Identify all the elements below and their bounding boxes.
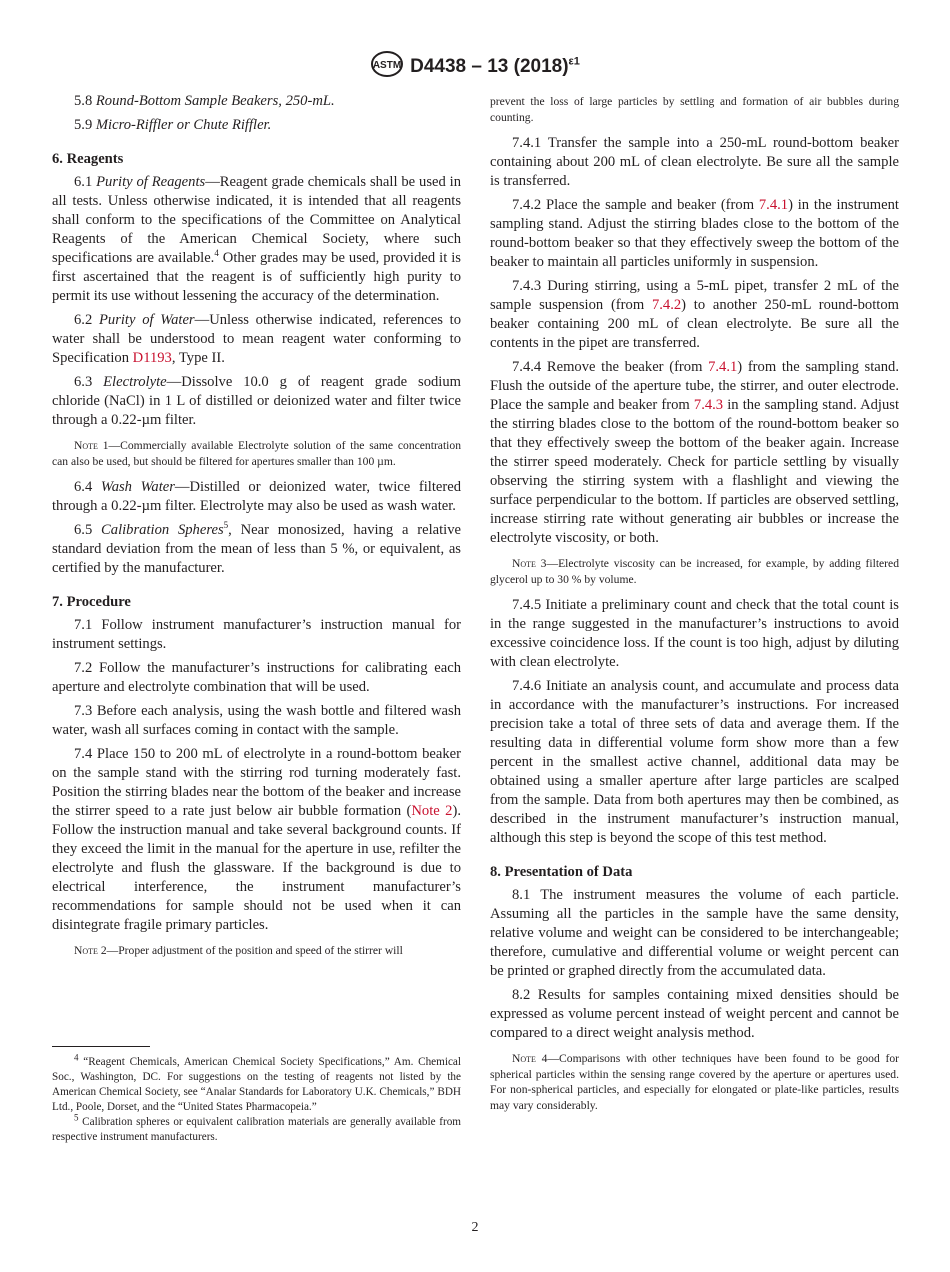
paragraph [490,677,899,848]
text: 6.4 [74,479,101,495]
text: 7.4.4 Remove the beaker (from [512,359,709,375]
text: 7. Procedure [52,594,131,610]
text: 7.1 Follow instrument manufacturer’s instruction manual for instrument settings. [52,617,461,652]
cross-reference-link[interactable]: 7.4.3 [693,397,724,413]
paragraph [52,173,461,306]
text: 6.5 [74,522,102,538]
cross-reference-link[interactable]: Note 2 [411,803,453,819]
section-heading [490,863,899,882]
astm-logo [370,50,404,84]
paragraph [490,986,899,1043]
note-label: Note 1 [74,439,109,452]
footnote-ref: 4 [74,1052,79,1063]
footnote-ref: 5 [223,520,229,531]
paragraph [52,311,461,368]
text: 6.2 [74,312,99,328]
page-header [0,50,950,84]
text: 7.3 Before each analysis, using the wash bottle and filtered wash water, wash all surfaces coming in contact with the sample. [52,703,461,738]
document-designation: D4438 – 13 (2018) [410,56,569,78]
paragraph [52,373,461,430]
paragraph [52,478,461,516]
paragraph [52,616,461,654]
paragraph [490,277,899,353]
cross-reference-link[interactable]: D1193 [132,350,172,366]
text: ) in the instrument sampling stand. Adjust the stirring blades close to the bottom of the round-bottom beaker so that they effectively sweep the bottom of the beaker to maintain all particles uniformly in suspension. [490,197,899,270]
section-heading [52,593,461,612]
text: , Near monosized, having a relative standard deviation from the mean of less than 5 %, or equivalent, as certified by the manufacturer. [52,522,461,576]
text: —Comparisons with other techniques have been found to be good for spherical particles within the sensing range covered by the aperture or apertures used. For non-spherical particles, and especially for elongated or plate-like particles, results may vary considerably. [490,1052,899,1112]
footnote [52,1052,461,1115]
note [490,1051,899,1113]
text: —Distilled or deionized water, twice filtered through a 0.22-µm filter. Electrolyte may also be used as wash water. [52,479,461,514]
text: 5.9 [74,117,96,133]
paragraph [52,659,461,697]
text: 8. Presentation of Data [490,864,633,880]
paragraph [52,745,461,935]
note-label: Note 4 [512,1052,548,1065]
cross-reference-link[interactable]: 7.4.1 [758,197,789,213]
page-number: 2 [471,1220,479,1235]
text: 7.4.6 Initiate an analysis count, and accumulate and process data in accordance with the manufacturer’s instructions. For increased precision take a total of three sets of data and average them. If the resulting data in differential volume form show more than a few percent in the smallest active channel, additional data may be obtained using a smaller aperture after large particles are scalped from the sample. Data from both apertures may then be combined, as described in the instrument manufacturer’s instruction manual, although this step is beyond the scope of this test method. [490,678,899,846]
text: 6. Reagents [52,151,124,167]
footnote-divider [52,1046,150,1047]
text: —Dissolve 10.0 g of reagent grade sodium chloride (NaCl) in 1 L of distilled or deionized water and filter twice through a 0.22-µm filter. [52,374,461,428]
note [490,556,899,587]
text: 7.4.1 Transfer the sample into a 250-mL round-bottom beaker containing about 200 mL of clean electrolyte. Be sure all the sample is transferred. [490,135,899,189]
footnote-ref: 4 [214,248,219,259]
note-label: Note 2 [74,944,107,957]
italic-title: Purity of Water [98,312,195,328]
paragraph [490,94,899,125]
text: —Unless otherwise indicated, references to water shall be understood to mean reagent water conforming to Specification [52,312,462,366]
italic-title: Calibration Spheres [101,522,224,538]
paragraph [490,134,899,191]
text: —Commercially available Electrolyte solution of the same concentration can also be used, but should be filtered for apertures smaller than 100 µm. [52,439,461,468]
text: prevent the loss of large particles by settling and formation of air bubbles during counting. [490,95,899,124]
paragraph [52,116,461,135]
designation-superscript: ε1 [568,55,580,68]
text: in the sampling stand. Adjust the stirring blades close to the bottom of the round-bottom beaker so that they effectively sweep the bottom of the beaker again. Increase the stirrer speed moderately. Check for particle settling by visually observing the stirring system with a flashlight and viewing the surface perpendicular to the bottom. If particles are observed settling, increase stirring rate without generating air bubbles or increase the electrolyte viscosity, or both. [490,397,899,546]
italic-title: Round-Bottom Sample Beakers, 250-mL. [95,93,335,109]
right-column [490,94,899,1122]
paragraph [490,196,899,272]
italic-title: Micro-Riffler or Chute Riffler. [95,117,272,133]
text: 8.1 The instrument measures the volume of each particle. Assuming all the particles in the sample have the same density, relative volume and weight can be considered to be interchangeable; therefore, cumulative and differential volume or weight percent can be printed or graphed directly from the accumulated data. [490,887,899,979]
footnotes [52,1036,461,1145]
note-label: Note 3 [512,557,547,570]
paragraph [52,702,461,740]
text: 7.4.2 Place the sample and beaker (from [512,197,759,213]
text: 7.4.3 During stirring, using a 5-mL pipet, transfer 2 mL of the sample suspension (from [490,278,899,313]
section-heading [52,150,461,169]
cross-reference-link[interactable]: 7.4.1 [708,359,738,375]
paragraph [52,521,461,578]
note [52,943,461,959]
italic-title: Electrolyte [103,374,167,390]
text: Other grades may be used, provided it is first ascertained that the reagent is of sufficiently high purity to permit its use without lessening the accuracy of the determination. [52,250,461,304]
left-column [52,92,462,1143]
text: 5.8 [74,93,96,109]
text: —Electrolyte viscosity can be increased, for example, by adding filtered glycerol up to 30 % by volume. [490,557,899,586]
svg-text:ASTM: ASTM [372,60,402,71]
paragraph [490,596,899,672]
text: —Reagent grade chemicals shall be used in all tests. Unless otherwise indicated, it is intended that all reagents shall conform to the specifications of the Committee on Analytical Reagents of the American Chemical Society, where such specifications are available. [52,174,462,266]
paragraph [490,886,899,981]
paragraph [490,358,899,548]
text: —Proper adjustment of the position and speed of the stirrer will [106,944,403,957]
text: ) from the sampling stand. Flush the outside of the aperture tube, the stirrer, and outer electrode. Place the sample and beaker from [490,359,899,413]
text: 7.2 Follow the manufacturer’s instructions for calibrating each aperture and electrolyte combination that will be used. [52,660,461,695]
text: ). Follow the instruction manual and take several background counts. If they exceed the limit in the manual for the aperture in use, refilter the electrolyte and flush the glassware. If the background is due to electrical interference, the instrument manufacturer’s recommendations for sample should not be used when it can disintegrate fragile primary particles. [52,803,461,933]
text: ) to another 250-mL round-bottom beaker containing 200 mL of clean electrolyte. Be sure all the contents in the pipet are transferred. [490,297,899,351]
text: 7.4.5 Initiate a preliminary count and check that the total count is in the range suggested in the manufacturer’s instructions to avoid excessive coincidence loss. If the count is too high, adjust by diluting with clean electrolyte. [490,597,899,670]
text: 8.2 Results for samples containing mixed densities should be expressed as volume percent instead of weight percent and cannot be compared to a direct weight analysis method. [490,987,899,1041]
text: 6.1 [74,174,97,190]
text: , Type II. [171,350,225,366]
footnote-ref: 5 [74,1112,79,1123]
text: “Reagent Chemicals, American Chemical Society Specifications,” Am. Chemical Soc., Washington, DC. For suggestions on the testing of reagents not listed by the American Chemical Society, see “Analar Standards for Laboratory U.K. Chemicals,” BDH Ltd., Poole, Dorset, and the “United States Pharmacopeia.” [52,1056,461,1113]
footnote [52,1112,461,1145]
text: Calibration spheres or equivalent calibration materials are generally available from respective instrument manufacturers. [52,1116,461,1143]
text: 7.4 Place 150 to 200 mL of electrolyte in a round-bottom beaker on the sample stand with the stirring rod turning moderately fast. Position the stirring blades near the bottom of the beaker and increase the stirrer speed to a rate just below air bubble formation ( [52,746,461,819]
italic-title: Purity of Reagents [96,174,206,190]
note [52,438,461,469]
cross-reference-link[interactable]: 7.4.2 [651,297,682,313]
paragraph [52,92,461,111]
italic-title: Wash Water [100,479,175,495]
text: 6.3 [74,374,104,390]
